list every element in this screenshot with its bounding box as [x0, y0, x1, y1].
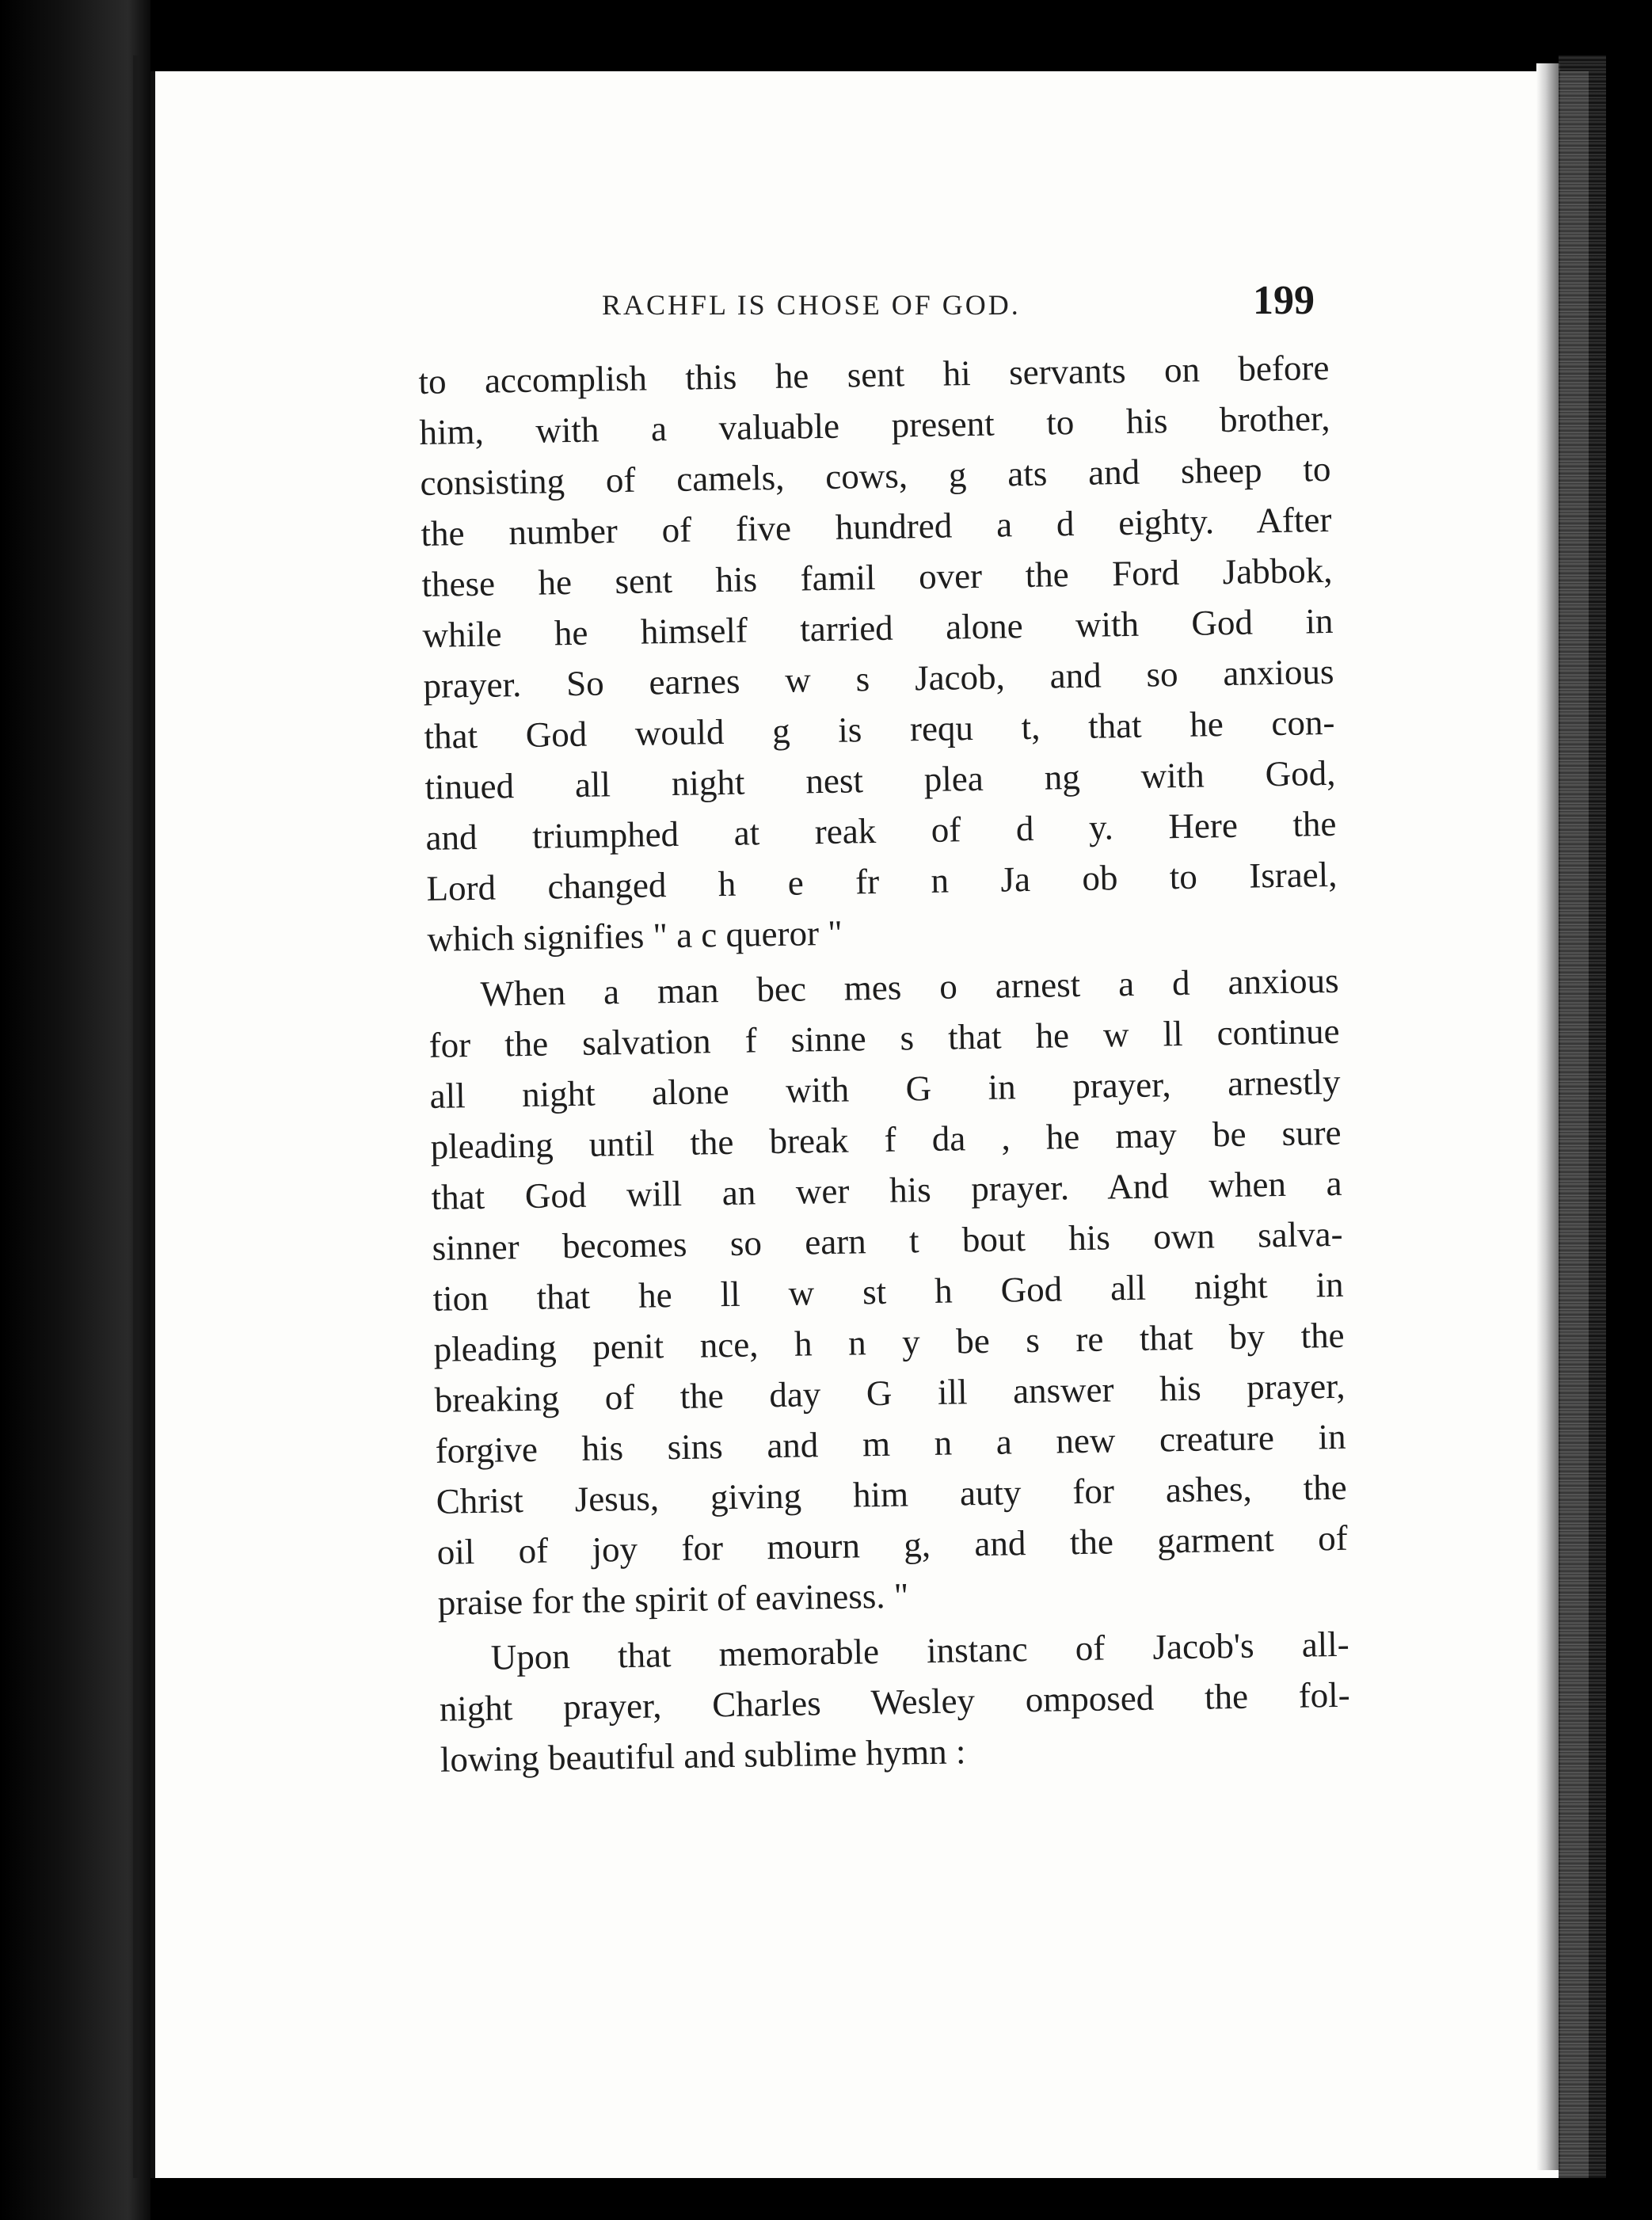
- text-line: sinner becomes so earn t bout his own salva-: [432, 1213, 1343, 1268]
- text-line: and triumphed at reak of d y. Here the: [425, 803, 1337, 858]
- text-line: that God will an wer his prayer. And when a: [431, 1163, 1342, 1217]
- text-line: forgive his sins and m n a new creature in: [435, 1416, 1346, 1471]
- text-line: pleading penit nce, h n y be s re that by the: [433, 1315, 1345, 1369]
- page-number: 199: [1253, 278, 1315, 323]
- page-stack-edge: [1559, 55, 1606, 2178]
- text-line: which signifies " a c queror ": [427, 912, 843, 959]
- text-line: pleading until the break f da , he may be sure: [430, 1112, 1342, 1167]
- spine-line: [133, 55, 139, 2178]
- text-line: to accomplish this he sent hi servants on before: [418, 347, 1330, 402]
- text-line: night prayer, Charles Wesley omposed the fol-: [439, 1674, 1351, 1729]
- text-line: prayer. So earnes w s Jacob, and so anxious: [423, 651, 1334, 706]
- left-gutter: [0, 0, 150, 2220]
- text-line: oil of joy for mourn g, and the garment of: [436, 1517, 1348, 1572]
- text-line: while he himself tarried alone with God in: [422, 600, 1334, 655]
- text-line: lowing beautiful and sublime hymn :: [440, 1731, 966, 1780]
- text-line: praise for the spirit of eaviness. ": [437, 1575, 909, 1623]
- text-line: When a man bec mes o arnest a d anxious: [480, 960, 1339, 1014]
- text-line: that God would g is requ t, that he con-: [424, 702, 1335, 756]
- text-line: these he sent his famil over the Ford Jabbok,: [421, 550, 1333, 604]
- text-line: tion that he ll w st h God all night in: [432, 1264, 1344, 1319]
- text-line: breaking of the day G ill answer his prayer,: [434, 1365, 1346, 1420]
- page-header: [602, 277, 1315, 333]
- text-line: Christ Jesus, giving him auty for ashes, the: [436, 1467, 1347, 1521]
- text-line: all night alone with G in prayer, arnestly: [429, 1061, 1341, 1116]
- body-text: [418, 342, 1351, 1785]
- text-line: tinued all night nest plea ng with God,: [424, 752, 1336, 807]
- text-line: Upon that memorable instanc of Jacob's all-: [490, 1624, 1350, 1677]
- paragraph-2: [428, 955, 1349, 1628]
- text-line: him, with a valuable present to his brother,: [419, 398, 1330, 452]
- text-line: Lord changed h e fr n Ja ob to Israel,: [426, 854, 1338, 908]
- text-line: consisting of camels, cows, g ats and sheep to: [420, 448, 1331, 503]
- text-line: for the salvation f sinne s that he w ll continue: [428, 1011, 1340, 1065]
- running-head: RACHFL IS CHOSE OF GOD.: [602, 289, 1021, 321]
- paragraph-3: [438, 1619, 1351, 1785]
- page-edge-shadow: [1536, 63, 1560, 2170]
- text-line: the number of five hundred a d eighty. After: [421, 499, 1332, 554]
- paragraph-1: [418, 342, 1338, 965]
